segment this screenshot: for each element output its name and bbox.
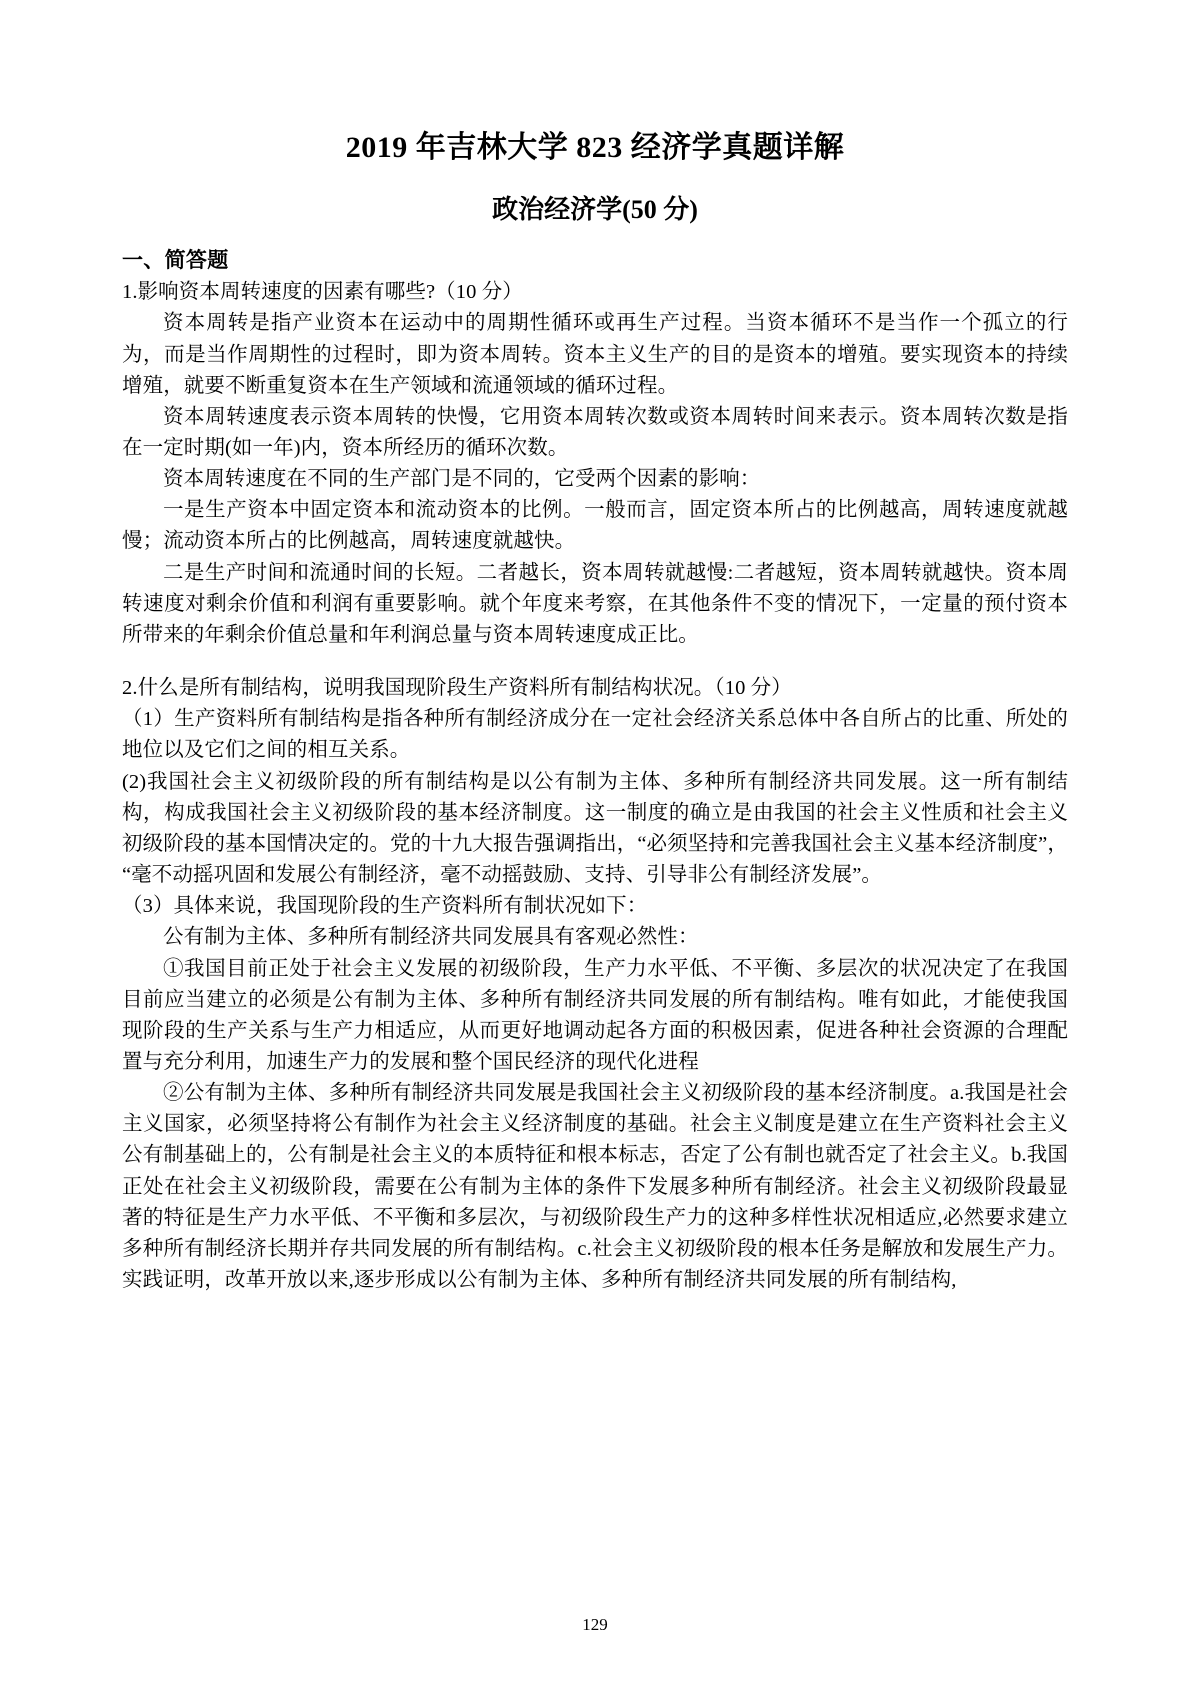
question-1-paragraph-1: 资本周转是指产业资本在运动中的周期性循环或再生产过程。当资本循环不是当作一个孤立的行为，而是当作周期性的过程时，即为资本周转。资本主义生产的目的是资本的增殖。要实现资本的持续增殖，就要不断重复资本在生产领域和流通领域的循环过程。 — [122, 312, 1068, 397]
document-body — [122, 277, 1068, 1296]
question-2-paragraph-4: 公有制为主体、多种所有制经济共同发展具有客观必然性： — [163, 926, 699, 949]
page-title: 2019 年吉林大学 823 经济学真题详解 — [345, 131, 845, 164]
question-2-paragraph-5: ①我国目前正处于社会主义发展的初级阶段，生产力水平低、不平衡、多层次的状况决定了在我国目前应当建立的必须是公有制为主体、多种所有制经济共同发展的所有制结构。唯有如此，才能使我国现阶段的生产关系与生产力相适应，从而更好地调动起各方面的积极因素，促进各种社会资源的合理配置与充分利用，加速生产力的发展和整个国民经济的现代化进程 — [122, 957, 1068, 1073]
question-1-paragraph-2: 资本周转速度表示资本周转的快慢，它用资本周转次数或资本周转时间来表示。资本周转次数是指在一定时期(如一年)内，资本所经历的循环次数。 — [122, 405, 1068, 460]
question-2-paragraph-2: (2)我国社会主义初级阶段的所有制结构是以公有制为主体、多种所有制经济共同发展。这一所有制结构，构成我国社会主义初级阶段的基本经济制度。这一制度的确立是由我国的社会主义性质和社会主义初级阶段的基本国情决定的。党的十九大报告强调指出，“必须坚持和完善我国社会主义基本经济制度”，“毫不动摇巩固和发展公有制经济，毫不动摇鼓励、支持、引导非公有制经济发展”。 — [122, 770, 1068, 887]
question-1-prompt: 1.影响资本周转速度的因素有哪些?（10 分） — [122, 281, 523, 304]
page-number: 129 — [582, 1615, 608, 1634]
question-2-paragraph-6: ②公有制为主体、多种所有制经济共同发展是我国社会主义初级阶段的基本经济制度。a.我国是社会主义国家，必须坚持将公有制作为社会主义经济制度的基础。社会主义制度是建立在生产资料社会主义公有制基础上的，公有制是社会主义的本质特征和根本标志，否定了公有制也就否定了社会主义。b.我国正处在社会主义初级阶段，需要在公有制为主体的条件下发展多种所有制经济。社会主义初级阶段最显著的特征是生产力水平低、不平衡和多层次，与初级阶段生产力的这种多样性状况相适应,必然要求建立多种所有制经济长期并存共同发展的所有制结构。c.社会主义初级阶段的根本任务是解放和发展生产力。实践证明，改革开放以来,逐步形成以公有制为主体、多种所有制经济共同发展的所有制结构, — [122, 1082, 1068, 1292]
page-subtitle: 政治经济学(50 分) — [492, 195, 698, 224]
question-2-paragraph-3: （3）具体来说，我国现阶段的生产资料所有制状况如下： — [122, 895, 648, 918]
question-1-paragraph-5: 二是生产时间和流通时间的长短。二者越长，资本周转就越慢:二者越短，资本周转就越快。资本周转速度对剩余价值和利润有重要影响。就个年度来考察，在其他条件不变的情况下，一定量的预付资本所带来的年剩余价值总量和年利润总量与资本周转速度成正比。 — [122, 561, 1068, 646]
question-2-paragraph-1: （1）生产资料所有制结构是指各种所有制经济成分在一定社会经济关系总体中各自所占的比重、所处的地位以及它们之间的相互关系。 — [122, 708, 1068, 762]
question-1-paragraph-3: 资本周转速度在不同的生产部门是不同的，它受两个因素的影响： — [163, 468, 761, 491]
paragraph-spacer — [122, 651, 1068, 673]
question-2-prompt: 2.什么是所有制结构，说明我国现阶段生产资料所有制结构状况。（10 分） — [122, 677, 792, 700]
section-heading: 一、简答题 — [122, 247, 229, 272]
question-1-paragraph-4: 一是生产资本中固定资本和流动资本的比例。一般而言，固定资本所占的比例越高，周转速度就越慢；流动资本所占的比例越高，周转速度就越快。 — [122, 499, 1068, 553]
